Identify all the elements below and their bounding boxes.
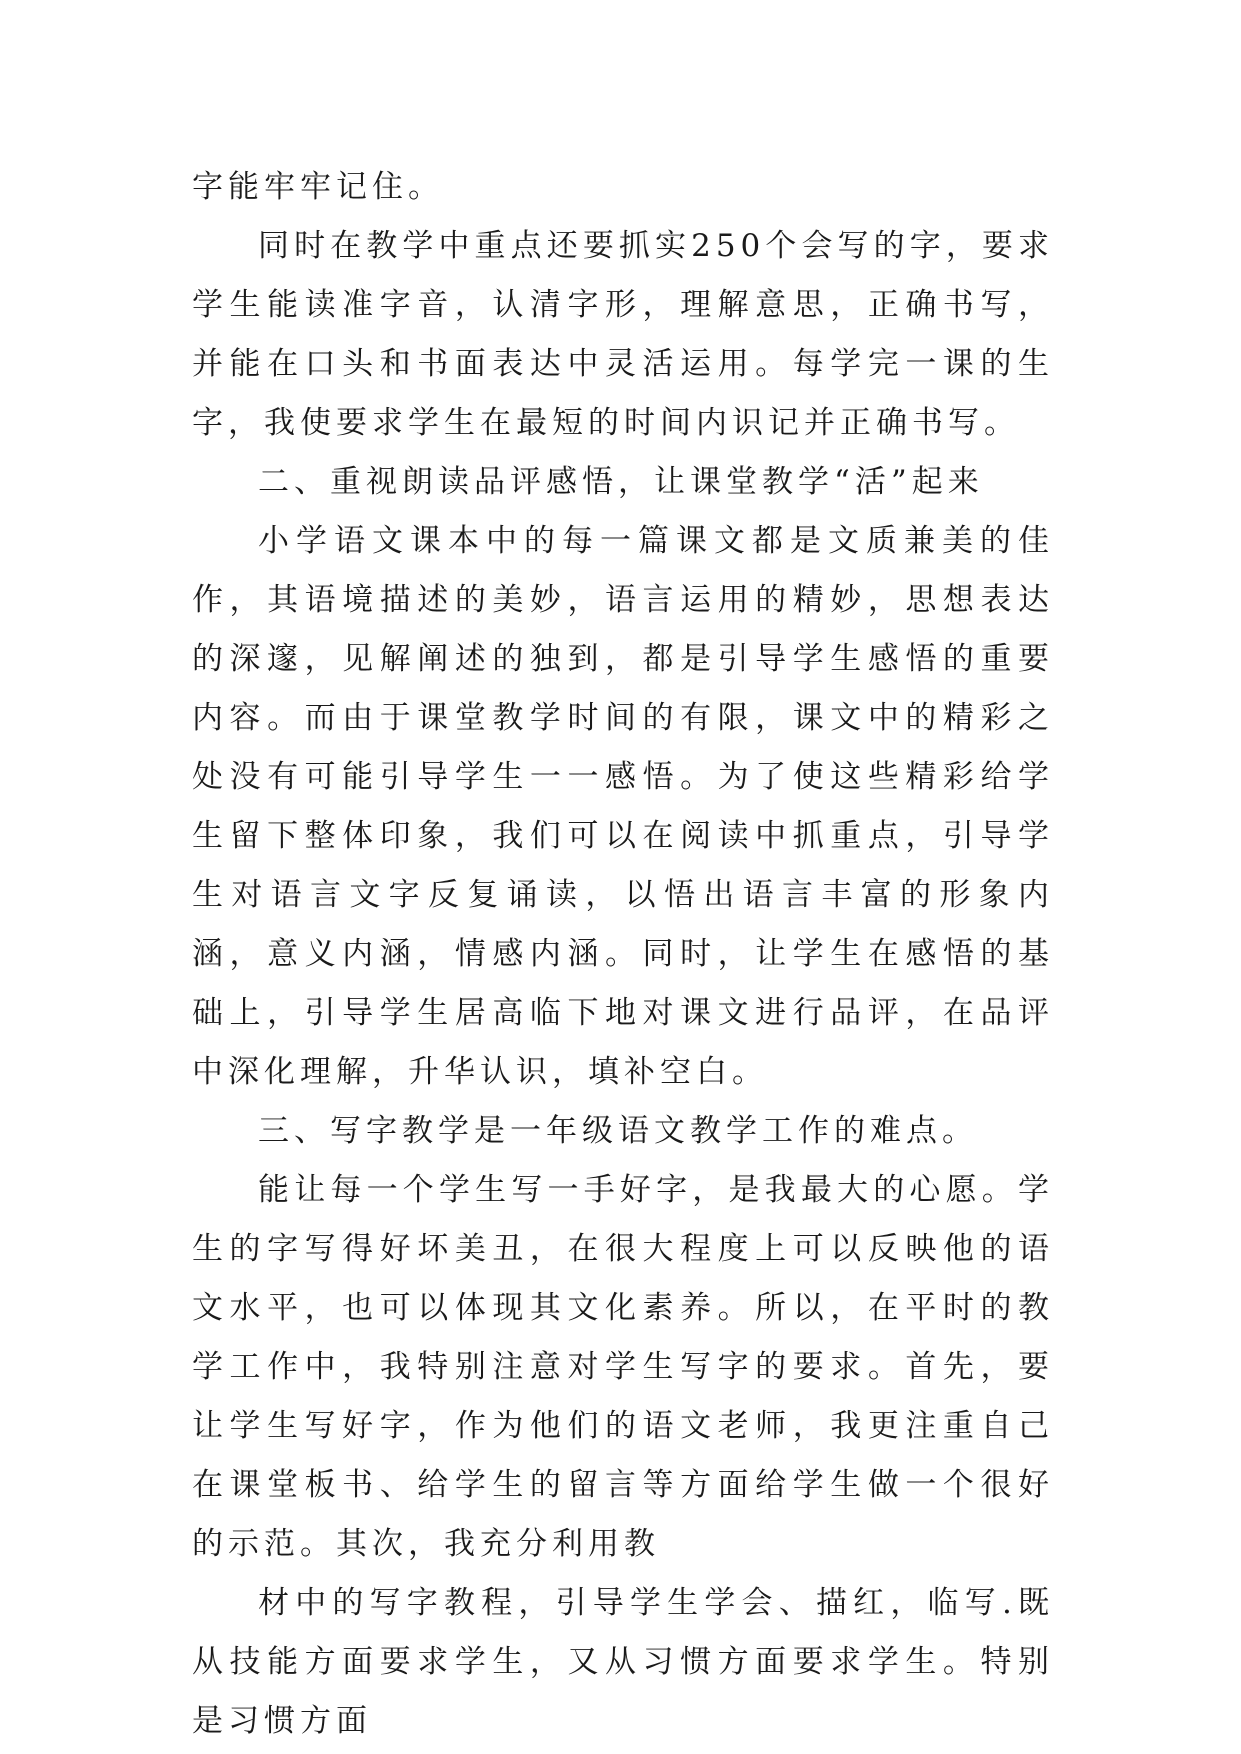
paragraph-reading-appreciation: 小学语文课本中的每一篇课文都是文质兼美的佳作，其语境描述的美妙，语言运用的精妙，思想表达的深邃，见解阐述的独到，都是引导学生感悟的重要内容。而由于课堂教学时间的有限，课文中的精彩之处没有可能引导学生一一感悟。为了使这些精彩给学生留下整体印象，我们可以在阅读中抓重点，引导学生对语言文字反复诵读，以悟出语言丰富的形象内涵，意义内涵，情感内涵。同时，让学生在感悟的基础上，引导学生居高临下地对课文进行品评，在品评中深化理解，升华认识，填补空白。 — [192, 523, 1054, 1090]
section-heading-reading: 二、重视朗读品评感悟，让课堂教学“活”起来 — [258, 464, 984, 500]
paragraph-writing-materials: 材中的写字教程，引导学生学会、描红，临写.既从技能方面要求学生，又从习惯方面要求学生。特别是习惯方面 — [192, 1585, 1054, 1739]
paragraph-handwriting: 能让每一个学生写一手好字，是我最大的心愿。学生的字写得好坏美丑，在很大程度上可以反映他的语文水平，也可以体现其文化素养。所以，在平时的教学工作中，我特别注意对学生写字的要求。首先，要让学生写好字，作为他们的语文老师，我更注重自己在课堂板书、给学生的留言等方面给学生做一个很好的示范。其次，我充分利用教 — [192, 1172, 1054, 1562]
section-heading-writing: 三、写字教学是一年级语文教学工作的难点。 — [258, 1113, 978, 1149]
document-body — [192, 158, 1054, 1751]
paragraph-continuation: 字能牢牢记住。 — [192, 169, 444, 205]
paragraph-literacy-focus: 同时在教学中重点还要抓实250个会写的字，要求学生能读准字音，认清字形，理解意思，正确书写，并能在口头和书面表达中灵活运用。每学完一课的生字，我使要求学生在最短的时间内识记并正确书写。 — [192, 228, 1054, 441]
